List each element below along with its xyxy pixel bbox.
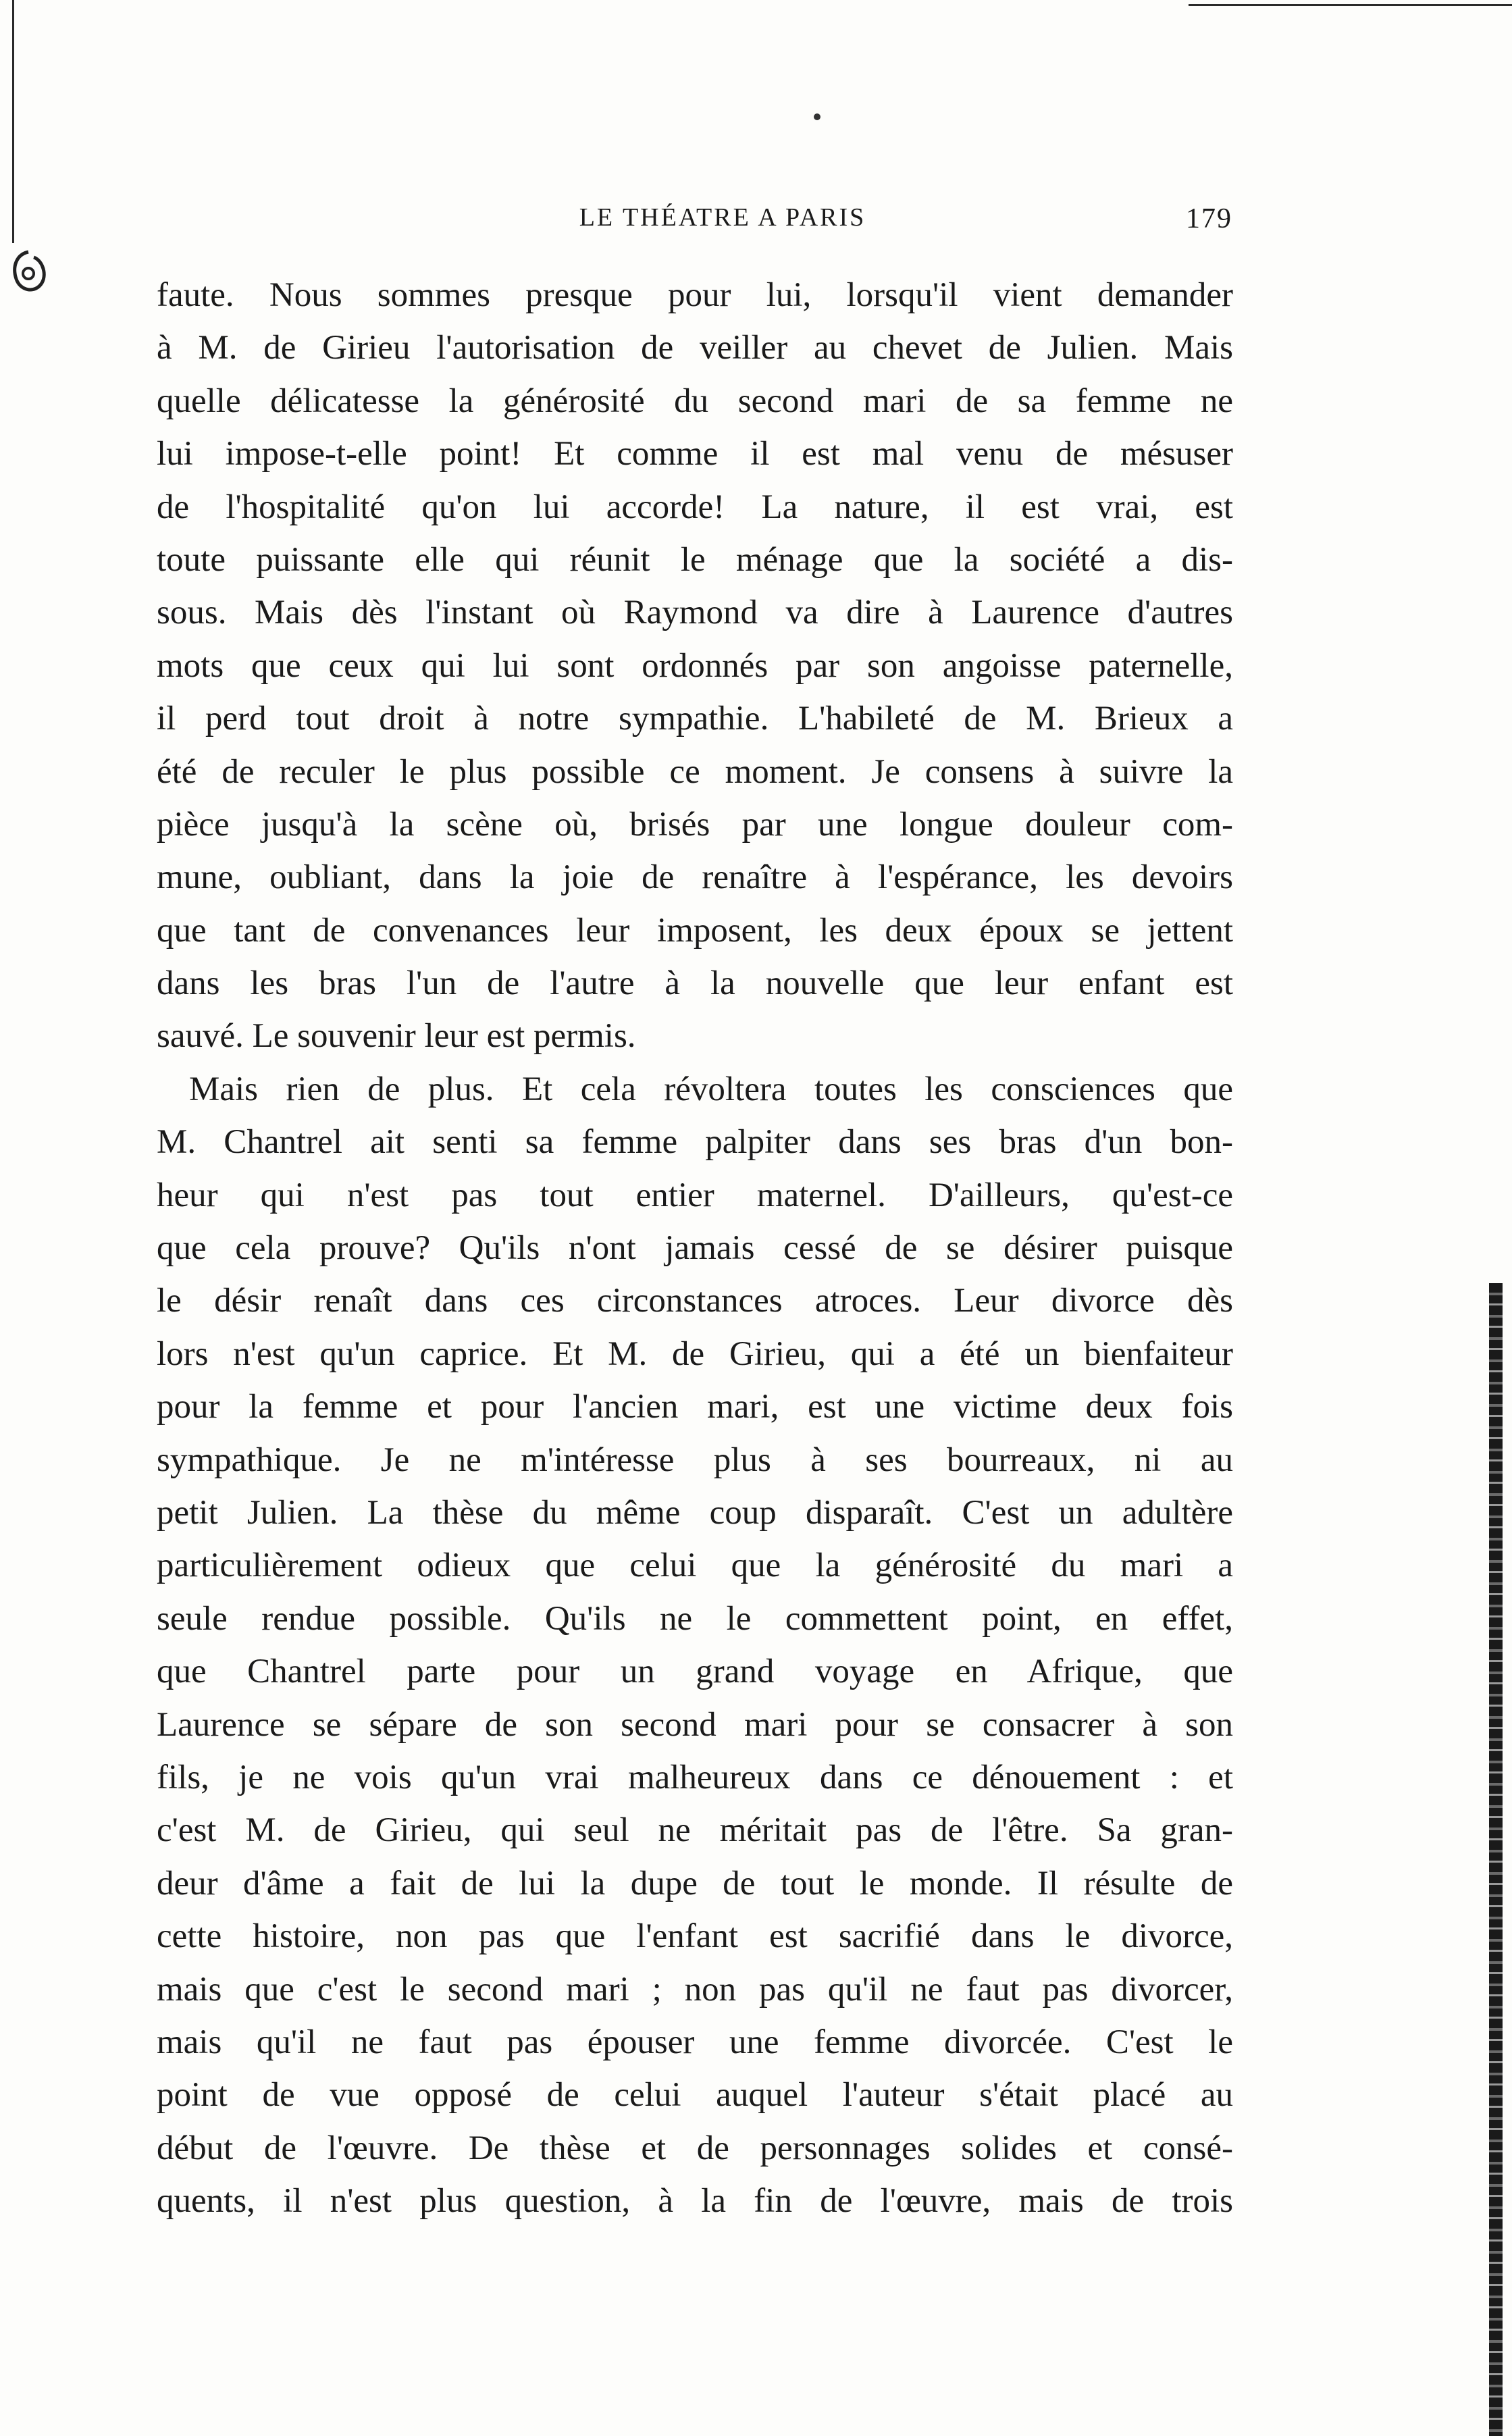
text-line: c'est M. de Girieu, qui seul ne méritait pas de l'être. Sa gran- [157, 1811, 1233, 1850]
text-line: toute puissante elle qui réunit le ménage que la société a dis- [157, 540, 1233, 579]
text-line: le désir renaît dans ces circonstances atroces. Leur divorce dès [157, 1282, 1233, 1320]
text-line: heur qui n'est pas tout entier maternel. D'ailleurs, qu'est-ce [157, 1176, 1233, 1214]
text-line: sous. Mais dès l'instant où Raymond va dire à Laurence d'autres [157, 594, 1233, 632]
text-line: sauvé. Le souvenir leur est permis. [157, 1017, 636, 1056]
text-line: que cela prouve? Qu'ils n'ont jamais cessé de se désirer puisque [157, 1229, 1233, 1268]
text-line: fils, je ne vois qu'un vrai malheureux dans ce dénouement : et [157, 1758, 1233, 1796]
page-number: 179 [1186, 203, 1232, 234]
running-title: LE THÉATRE A PARIS [579, 203, 866, 232]
text-line: mais que c'est le second mari ; non pas qu'il ne faut pas divorcer, [157, 1970, 1233, 2009]
scan-speck [814, 113, 820, 120]
text-line: que tant de convenances leur imposent, les deux époux se jettent [157, 911, 1233, 950]
text-line: quelle délicatesse la générosité du second mari de sa femme ne [157, 382, 1233, 420]
text-line: mots que ceux qui lui sont ordonnés par son angoisse paternelle, [157, 646, 1233, 685]
scan-edge-right [1489, 1283, 1503, 2436]
text-line: pour la femme et pour l'ancien mari, est une victime deux fois [157, 1388, 1233, 1426]
running-head [159, 203, 1232, 243]
library-stamp-icon [8, 247, 49, 307]
text-line: dans les bras l'un de l'autre à la nouvelle que leur enfant est [157, 964, 1233, 1003]
text-line: que Chantrel parte pour un grand voyage en Afrique, que [157, 1653, 1233, 1691]
text-line: mais qu'il ne faut pas épouser une femme divorcée. C'est le [157, 2023, 1233, 2061]
text-line: faute. Nous sommes presque pour lui, lorsqu'il vient demander [157, 276, 1233, 314]
text-line: de l'hospitalité qu'on lui accorde! La nature, il est vrai, est [157, 488, 1233, 526]
text-line: à M. de Girieu l'autorisation de veiller au chevet de Julien. Mais [157, 329, 1233, 367]
text-line: M. Chantrel ait senti sa femme palpiter dans ses bras d'un bon- [157, 1123, 1233, 1162]
text-line: point de vue opposé de celui auquel l'auteur s'était placé au [157, 2076, 1233, 2115]
scan-edge-left [12, 0, 14, 243]
text-line: cette histoire, non pas que l'enfant est sacrifié dans le divorce, [157, 1917, 1233, 1956]
text-line: lui impose-t-elle point! Et comme il est mal venu de mésuser [157, 435, 1233, 473]
text-line: deur d'âme a fait de lui la dupe de tout le monde. Il résulte de [157, 1864, 1233, 1902]
text-line: été de reculer le plus possible ce moment. Je consens à suivre la [157, 752, 1233, 791]
scan-edge-top [1189, 4, 1512, 6]
text-line: Mais rien de plus. Et cela révoltera toutes les consciences que [189, 1070, 1233, 1108]
body-text [157, 269, 1233, 2227]
text-line: début de l'œuvre. De thèse et de personnages solides et consé- [157, 2129, 1233, 2167]
text-line: il perd tout droit à notre sympathie. L'habileté de M. Brieux a [157, 700, 1233, 738]
text-line: particulièrement odieux que celui que la générosité du mari a [157, 1547, 1233, 1585]
text-line: seule rendue possible. Qu'ils ne le commettent point, en effet, [157, 1599, 1233, 1638]
text-line: Laurence se sépare de son second mari pour se consacrer à son [157, 1705, 1233, 1744]
text-line: pièce jusqu'à la scène où, brisés par une longue douleur com- [157, 805, 1233, 844]
text-line: mune, oubliant, dans la joie de renaître à l'espérance, les devoirs [157, 858, 1233, 897]
text-line: quents, il n'est plus question, à la fin de l'œuvre, mais de trois [157, 2182, 1233, 2221]
text-line: petit Julien. La thèse du même coup disparaît. C'est un adultère [157, 1493, 1233, 1532]
text-line: lors n'est qu'un caprice. Et M. de Girieu, qui a été un bienfaiteur [157, 1334, 1233, 1373]
text-line: sympathique. Je ne m'intéresse plus à ses bourreaux, ni au [157, 1441, 1233, 1479]
